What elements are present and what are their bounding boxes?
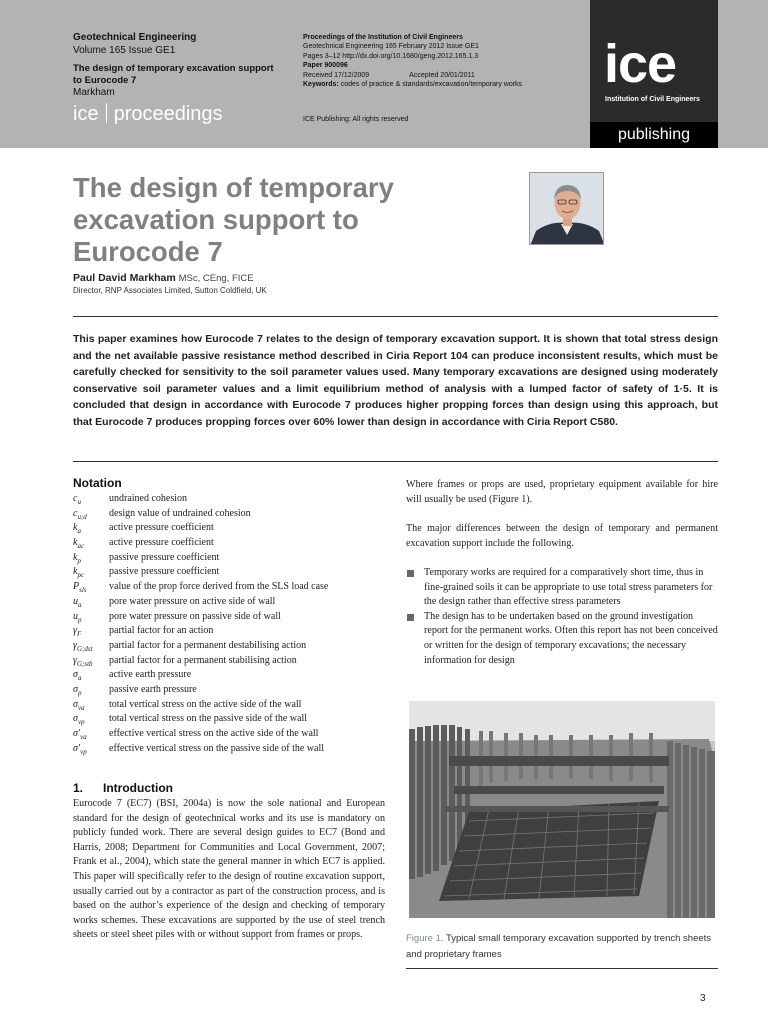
symbol-subscript: G;dst	[76, 644, 93, 653]
journal-header	[0, 0, 768, 148]
notation-row	[73, 521, 393, 536]
notation-definition: total vertical stress on the active side of the wall	[109, 698, 302, 710]
proc-title: Proceedings of the Institution of Civil Engineers	[303, 34, 463, 41]
notation-row	[73, 683, 393, 698]
symbol-base: γ	[73, 625, 77, 637]
notation-definition: partial factor for an action	[109, 625, 214, 637]
symbol-base: k	[73, 522, 78, 534]
notation-definition: value of the prop force derived from the SLS load case	[109, 581, 329, 593]
notation-definition: undrained cohesion	[109, 493, 188, 504]
issue-line: Geotechnical Engineering 165 February 2012 Issue GE1	[303, 43, 479, 51]
notation-row	[73, 639, 393, 654]
symbol-subscript: sls	[79, 586, 87, 595]
symbol-base: k	[73, 537, 78, 549]
rights-text: ICE Publishing: All rights reserved	[303, 116, 409, 123]
dates-line	[303, 71, 583, 80]
symbol-subscript: vp	[80, 747, 87, 756]
notation-definition: partial factor for a permanent destabilising action	[109, 639, 307, 651]
symbol-base: γ	[73, 639, 77, 651]
header-left	[73, 31, 293, 99]
symbol-subscript: p	[77, 556, 81, 565]
notation-definition: effective vertical stress on the active side of the wall	[109, 728, 319, 739]
notation-list	[73, 492, 393, 756]
square-bullet-icon	[407, 570, 414, 577]
notation-row	[73, 536, 393, 551]
figure-1-caption	[406, 931, 718, 962]
abstract-bottom-rule	[73, 461, 718, 462]
notation-row	[73, 595, 393, 610]
paper-number: Paper 900096	[303, 62, 348, 70]
figure-label: Figure 1.	[406, 933, 444, 944]
author-photo	[529, 172, 604, 245]
symbol-base: c	[73, 493, 78, 504]
symbol-subscript: a	[77, 527, 81, 536]
notation-symbol	[73, 742, 109, 760]
logo-ice-text: ice	[604, 34, 677, 94]
brand-separator	[106, 103, 107, 123]
notation-definition: active pressure coefficient	[109, 537, 214, 549]
notation-definition: active pressure coefficient	[109, 522, 214, 534]
symbol-base: u	[73, 610, 78, 622]
figure-1-photo	[409, 701, 715, 918]
notation-row	[73, 580, 393, 595]
header-paper-title-2: to Eurocode 7	[73, 75, 137, 86]
page-number: 3	[700, 993, 706, 1004]
list-item	[406, 610, 718, 668]
symbol-subscript: F	[76, 630, 82, 639]
notation-heading: Notation	[73, 476, 122, 490]
journal-name: Geotechnical Engineering	[73, 32, 197, 43]
notation-row	[73, 624, 393, 639]
symbol-base: σ′	[73, 728, 81, 739]
notation-row	[73, 698, 393, 713]
notation-row	[73, 551, 393, 566]
notation-definition: passive pressure coefficient	[109, 566, 220, 578]
logo-institution-text: Institution of Civil Engineers	[605, 96, 700, 103]
introduction-heading	[73, 781, 173, 795]
ice-publishing-logo	[590, 0, 718, 148]
notation-definition: passive pressure coefficient	[109, 551, 220, 563]
paper-title	[73, 172, 513, 268]
notation-definition: total vertical stress on the passive side of the wall	[109, 713, 308, 725]
symbol-subscript: va	[80, 733, 87, 741]
author-portrait-image	[530, 173, 604, 245]
symbol-subscript: p	[77, 688, 82, 697]
notation-definition: effective vertical stress on the passive side of the wall	[109, 742, 325, 754]
notation-definition: active earth pressure	[109, 669, 192, 681]
symbol-subscript: vp	[77, 718, 85, 727]
symbol-subscript: p	[78, 615, 82, 624]
symbol-base: k	[73, 566, 78, 578]
received-date: Received 17/12/2009	[303, 71, 370, 79]
square-bullet-icon	[407, 614, 414, 621]
symbol-subscript: va	[77, 703, 85, 712]
list-item-text: The design has to be undertaken based on the ground investigation report for the permanent works. Often this report has not been conceived or written for the design of temporary excavations; the necessary information for design	[424, 610, 718, 666]
symbol-base: σ	[73, 698, 78, 710]
author-affiliation: Director, RNP Associates Limited, Sutton Coldfield, UK	[73, 286, 267, 295]
excavation-photo-image	[409, 701, 715, 918]
symbol-base: σ	[73, 713, 78, 725]
section-number: 1.	[73, 781, 84, 795]
right-paragraph-1: Where frames or props are used, proprietary equipment available for hire will usually be used (Figure 1).	[406, 479, 718, 505]
introduction-text: Eurocode 7 (EC7) (BSI, 2004a) is now the sole national and European standard for the design of geotechnical works and its use is mandatory on publicly funded work. There are several design guides to EC7 (Bond and Harris, 2008; Department for Communities and Local Government, 2007; Frank et al., 2004), which state the general manner in which EC7 is applied. This paper will specifically refer to the design of routine excavation support, usually carried out by a contractor as part of the construction process, and is based on the author’s experience of the design and checking of temporary works schemes. These excavations are supported by the use of steel trench sheets or steel sheet piles with or without support from frames or props.	[73, 798, 385, 941]
notation-row	[73, 492, 393, 507]
keywords-value: codes of practice & standards/excavation/temporary works	[340, 81, 523, 89]
author-line	[73, 272, 254, 284]
title-line-2: excavation support to	[73, 204, 359, 235]
abstract-top-rule	[73, 316, 718, 317]
differences-list	[406, 566, 718, 668]
symbol-base: σ	[73, 683, 78, 695]
notation-definition: partial factor for a permanent stabilising action	[109, 654, 297, 666]
notation-definition: pore water pressure on active side of wall	[109, 595, 276, 607]
ice-proceedings-brand	[73, 101, 223, 127]
notation-row	[73, 610, 393, 625]
abstract: This paper examines how Eurocode 7 relates to the design of temporary excavation support. It is shown that total stress design and the net available passive resistance method described in Ciria Report 104 can produce inconsistent results, which must be carefully checked for sensitivity to the soil parameter values used. Many temporary excavations are designed using moderately conservative soil parameter values and a limit equilibrium method of analysis with a lumped factor of safety of 1·5. It is concluded that design in accordance with Eurocode 7 produces higher propping forces than design using this approach, but that Eurocode 7 produces propping forces over 60% lower than design in accordance with Ciria Report C580.	[73, 333, 718, 428]
right-paragraph-2: The major differences between the design of temporary and permanent excavation support include the following.	[406, 523, 718, 549]
notation-definition: pore water pressure on passive side of wall	[109, 610, 281, 622]
symbol-base: P	[73, 581, 80, 593]
symbol-subscript: ac	[77, 542, 85, 551]
logo-publishing-text: publishing	[590, 122, 718, 148]
symbol-subscript: u;d	[77, 512, 87, 521]
notation-row	[73, 507, 393, 522]
notation-row	[73, 727, 393, 742]
header-author: Markham	[73, 87, 115, 98]
symbol-base: γ	[73, 654, 77, 666]
keywords-line	[303, 80, 583, 89]
keywords-label: Keywords:	[303, 81, 339, 89]
notation-row	[73, 668, 393, 683]
list-item-text: Temporary works are required for a comparatively short time, thus in fine-grained soils it can be appropriate to use total stress parameters for the design rather than effective stress parameters	[424, 567, 713, 608]
section-title: Introduction	[103, 781, 173, 795]
journal-volume: Volume 165 Issue GE1	[73, 45, 176, 56]
brand-ice: ice	[73, 103, 99, 125]
list-item	[406, 566, 718, 610]
symbol-subscript: a	[77, 674, 82, 683]
symbol-subscript: u	[77, 498, 81, 506]
header-meta	[303, 33, 583, 123]
author-credentials: MSc, CEng, FICE	[178, 273, 254, 284]
notation-definition: passive earth pressure	[109, 683, 197, 695]
title-line-1: The design of temporary	[73, 172, 394, 203]
brand-proceedings: proceedings	[113, 103, 223, 125]
symbol-base: σ′	[73, 742, 81, 754]
symbol-subscript: G;stb	[76, 659, 93, 668]
symbol-subscript: a	[78, 600, 82, 609]
figure-caption-text: Typical small temporary excavation supported by trench sheets and proprietary frames	[406, 933, 712, 960]
notation-row	[73, 742, 393, 757]
accepted-date: Accepted 20/01/2011	[409, 71, 475, 79]
header-paper-title-1: The design of temporary excavation support	[73, 63, 274, 74]
notation-definition: design value of undrained cohesion	[109, 507, 251, 519]
notation-row	[73, 712, 393, 727]
symbol-base: u	[73, 595, 78, 607]
symbol-base: c	[73, 507, 78, 519]
title-line-3: Eurocode 7	[73, 236, 223, 267]
symbol-base: σ	[73, 669, 78, 681]
symbol-subscript: pc	[77, 571, 85, 580]
author-name: Paul David Markham	[73, 272, 176, 284]
notation-row	[73, 565, 393, 580]
symbol-base: k	[73, 551, 78, 563]
pages-line: Pages 3–12 http://dx.doi.org/10.1680/geng.2012.165.1.3	[303, 52, 479, 60]
caption-rule	[406, 968, 718, 969]
notation-row	[73, 654, 393, 669]
